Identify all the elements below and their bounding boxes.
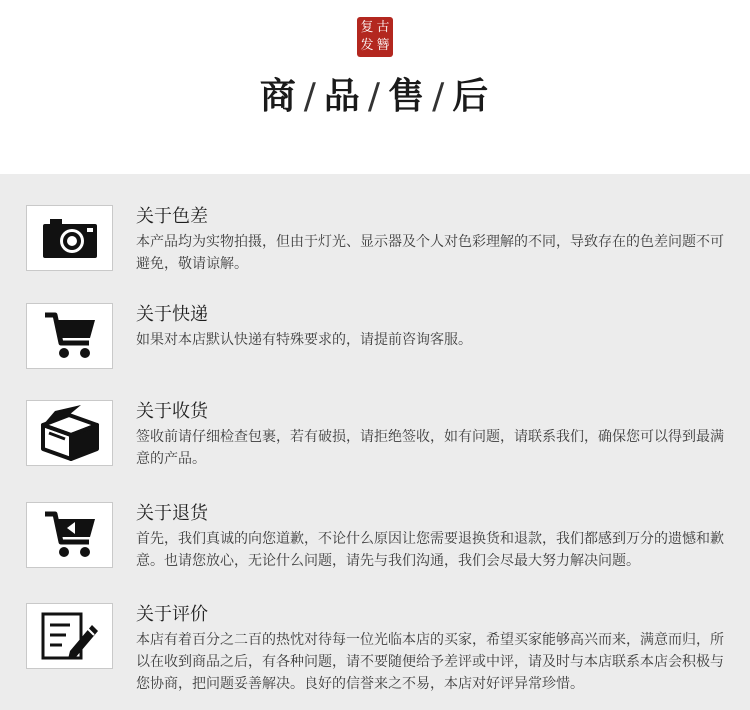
seal-char: 复 (360, 20, 374, 35)
item-heading: 关于快递 (136, 304, 208, 325)
item-heading: 关于退货 (136, 503, 208, 524)
item-body: 首先，我们真诚的向您道歉，不论什么原因让您需要退换货和退款，我们都感到万分的遗憾和歉意。也请您放心，无论什么问题，请先与我们沟通，我们会尽最大努力解决问题。 (136, 531, 724, 569)
camera-icon (42, 217, 98, 259)
title-word: 商 (259, 76, 298, 117)
seal-char: 簪 (376, 38, 390, 53)
seal-char: 古 (376, 20, 390, 35)
icon-frame (26, 303, 113, 369)
item-heading: 关于评价 (136, 604, 208, 625)
item-body: 签收前请仔细检查包裹，若有破损，请拒绝签收，如有问题，请联系我们，确保您可以得到最满意的产品。 (136, 429, 724, 467)
title-separator: / (367, 76, 383, 117)
item-body: 如果对本店默认快递有特殊要求的，请提前咨询客服。 (136, 332, 472, 348)
brand-seal-logo (357, 17, 393, 57)
icon-frame (26, 603, 113, 669)
return-cart-icon (43, 510, 97, 560)
icon-frame (26, 205, 113, 271)
title-word: 后 (452, 76, 491, 117)
title-separator: / (303, 76, 318, 117)
item-body: 本店有着百分之二百的热忱对待每一位光临本店的买家，希望买家能够高兴而来，满意而归，所以在收到商品之后，有各种问题，请不要随便给予差评或中评，请及时与本店联系本店会积极与您协商，把问题妥善解决。良好的信誉来之不易，本店对好评异常珍惜。 (136, 632, 724, 692)
shopping-cart-icon (43, 311, 97, 361)
after-sales-panel (0, 174, 750, 710)
item-body: 本产品均为实物拍摄，但由于灯光、显示器及个人对色彩理解的不同，导致存在的色差问题不可避免，敬请谅解。 (136, 234, 724, 272)
icon-frame (26, 502, 113, 568)
item-heading: 关于色差 (136, 206, 208, 227)
icon-frame (26, 400, 113, 466)
title-separator: / (432, 76, 447, 117)
header (0, 0, 750, 174)
page-title (0, 68, 750, 119)
seal-char: 发 (360, 38, 374, 53)
package-box-icon (39, 405, 101, 461)
item-heading: 关于收货 (136, 401, 208, 422)
review-pen-icon (40, 611, 100, 661)
title-word: 售 (388, 76, 427, 117)
title-word: 品 (323, 76, 362, 117)
